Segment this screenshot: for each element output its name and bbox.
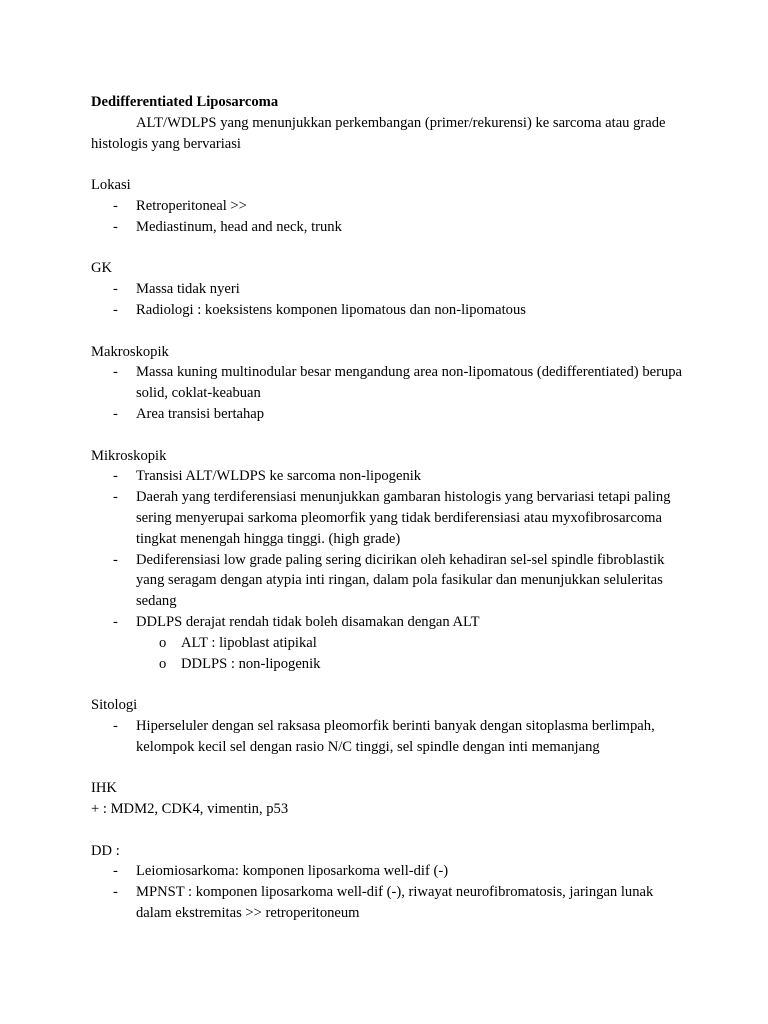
list-item — [91, 612, 691, 674]
section-heading-mikroskopik: Mikroskopik — [91, 447, 167, 464]
dash-bullet: - — [113, 863, 118, 880]
makroskopik-list — [91, 362, 691, 424]
list-item-text: MPNST : komponen liposarkoma well-dif (-), riwayat neurofibromatosis, jaringan lunak dalam ekstremitas >> retroperitoneum — [136, 884, 654, 922]
list-item — [91, 550, 691, 612]
document-title: Dedifferentiated Liposarcoma — [91, 94, 279, 110]
sub-list-item — [136, 633, 691, 654]
list-item — [91, 196, 691, 217]
list-item-text: Hiperseluler dengan sel raksasa pleomorfik berinti banyak dengan sitoplasma berlimpah, kelompok kecil sel dengan rasio N/C tinggi, sel spindle dengan inti memanjang — [136, 717, 655, 755]
document-page — [91, 92, 691, 924]
section-heading-makroskopik: Makroskopik — [91, 343, 169, 360]
list-item-text: Radiologi : koeksistens komponen lipomatous dan non-lipomatous — [136, 301, 526, 318]
spacer — [91, 425, 691, 446]
dash-bullet: - — [113, 489, 118, 506]
spacer — [91, 321, 691, 342]
list-item — [91, 404, 691, 425]
mikroskopik-list — [91, 466, 691, 674]
section-heading-ihk: IHK — [91, 780, 117, 797]
list-item-text: Massa tidak nyeri — [136, 281, 240, 298]
list-item — [91, 882, 691, 924]
list-item-text: Leiomiosarkoma: komponen liposarkoma well-dif (-) — [136, 863, 449, 880]
section-heading-dd: DD : — [91, 842, 120, 859]
list-item-text: DDLPS derajat rendah tidak boleh disamakan dengan ALT — [136, 613, 480, 630]
sub-list-item-text: DDLPS : non-lipogenik — [181, 655, 321, 672]
dash-bullet: - — [113, 197, 118, 214]
spacer — [91, 820, 691, 841]
section-heading-sitologi: Sitologi — [91, 697, 138, 714]
list-item-text: Retroperitoneal >> — [136, 197, 247, 214]
gk-list — [91, 279, 691, 321]
list-item-text: Mediastinum, head and neck, trunk — [136, 218, 342, 235]
dash-bullet: - — [113, 468, 118, 485]
circle-bullet: o — [159, 634, 167, 651]
list-item — [91, 279, 691, 300]
list-item-text: Dediferensiasi low grade paling sering dicirikan oleh kehadiran sel-sel spindle fibroblastik yang seragam dengan atypia inti ringan, dalam pola fasikular dan menunjukkan seluleritas sedang — [136, 551, 665, 610]
ihk-markers-line: + : MDM2, CDK4, vimentin, p53 — [91, 801, 289, 818]
dash-bullet: - — [113, 613, 118, 630]
sub-list-item-text: ALT : lipoblast atipikal — [181, 634, 317, 651]
intro-paragraph: ALT/WDLPS yang menunjukkan perkembangan (primer/rekurensi) ke sarcoma atau grade histologis yang bervariasi — [91, 114, 666, 152]
dash-bullet: - — [113, 884, 118, 901]
spacer — [91, 674, 691, 695]
list-item — [91, 487, 691, 549]
list-item — [91, 300, 691, 321]
list-item — [91, 716, 691, 758]
list-item — [91, 861, 691, 882]
dd-list — [91, 861, 691, 923]
mikroskopik-sublist — [136, 633, 691, 675]
spacer — [91, 758, 691, 779]
spacer — [91, 154, 691, 175]
list-item-text: Area transisi bertahap — [136, 405, 265, 422]
list-item-text: Transisi ALT/WLDPS ke sarcoma non-lipogenik — [136, 468, 422, 485]
sitologi-list — [91, 716, 691, 758]
list-item-text: Massa kuning multinodular besar mengandung area non-lipomatous (dedifferentiated) berupa solid, coklat-keabuan — [136, 364, 683, 402]
dash-bullet: - — [113, 405, 118, 422]
lokasi-list — [91, 196, 691, 238]
list-item — [91, 362, 691, 404]
dash-bullet: - — [113, 717, 118, 734]
dash-bullet: - — [113, 364, 118, 381]
sub-list-item — [136, 654, 691, 675]
list-item — [91, 466, 691, 487]
section-heading-gk: GK — [91, 260, 113, 277]
dash-bullet: - — [113, 281, 118, 298]
dash-bullet: - — [113, 551, 118, 568]
dash-bullet: - — [113, 218, 118, 235]
section-heading-lokasi: Lokasi — [91, 177, 131, 194]
spacer — [91, 238, 691, 259]
dash-bullet: - — [113, 301, 118, 318]
list-item — [91, 217, 691, 238]
circle-bullet: o — [159, 655, 167, 672]
list-item-text: Daerah yang terdiferensiasi menunjukkan gambaran histologis yang bervariasi tetapi paling sering menyerupai sarkoma pleomorfik yang tidak berdiferensiasi atau myxofibrosarcoma tingkat menengah hingga tinggi. (high grade) — [136, 489, 671, 547]
